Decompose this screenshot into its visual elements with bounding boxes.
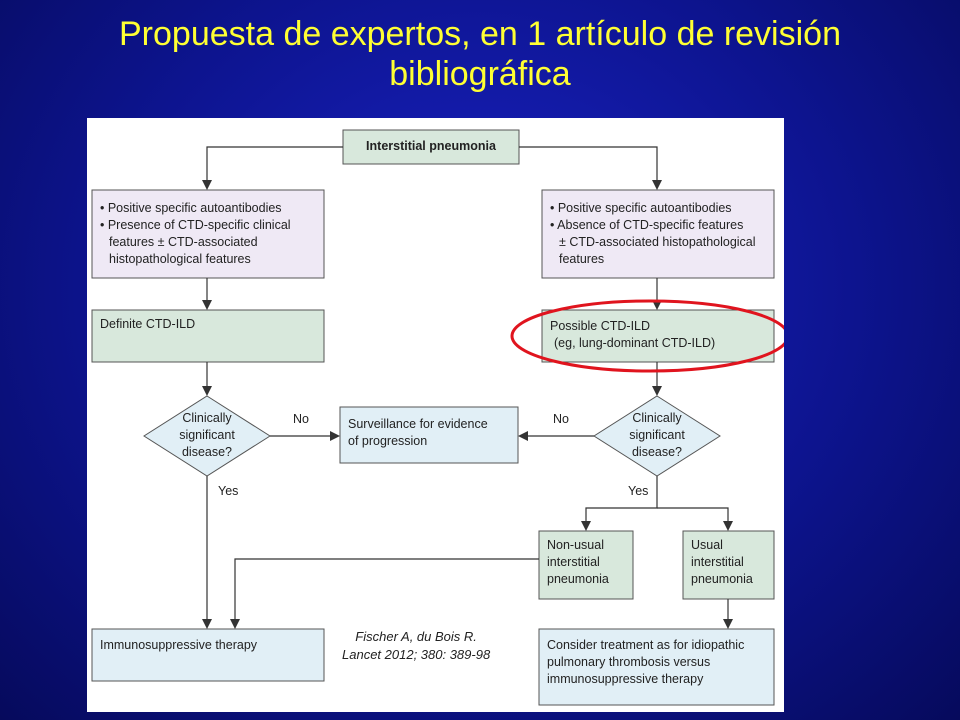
left-criteria-line: histopathological features	[109, 252, 251, 266]
decision-right-label	[607, 410, 707, 461]
decision-left-label	[157, 410, 257, 461]
left-criteria-text	[100, 200, 291, 268]
left-criteria-line: features ± CTD-associated	[109, 235, 258, 249]
right-criteria-line: features	[559, 252, 605, 266]
non-usual-line: Non-usual	[547, 538, 604, 552]
right-criteria-line: ± CTD-associated histopathological	[559, 235, 756, 249]
decision-right-line: disease?	[631, 445, 683, 459]
definite-label: Definite CTD-ILD	[100, 317, 196, 331]
edge-label-no-right: No	[553, 412, 569, 426]
decision-left-line: disease?	[181, 445, 233, 459]
consider-line: immunosuppressive therapy	[547, 672, 704, 686]
citation-line-2: Lancet 2012; 380: 389-98	[342, 647, 491, 662]
left-criteria-line: • Presence of CTD-specific clinical	[100, 218, 291, 232]
flowchart-figure	[87, 118, 784, 712]
slide-title	[0, 14, 960, 94]
root-label: Interstitial pneumonia	[366, 139, 496, 153]
usual-line: pneumonia	[691, 572, 753, 586]
usual-line: interstitial	[691, 555, 744, 569]
consider-line: pulmonary thrombosis versus	[547, 655, 711, 669]
edge-label-no-left: No	[293, 412, 309, 426]
usual-line: Usual	[691, 538, 723, 552]
consider-label	[547, 637, 744, 688]
left-criteria-line: • Positive specific autoantibodies	[100, 201, 282, 215]
right-criteria-text	[550, 200, 756, 268]
immuno-label: Immunosuppressive therapy	[100, 638, 258, 652]
citation	[342, 628, 490, 664]
consider-line: Consider treatment as for idiopathic	[547, 638, 745, 652]
usual-label	[691, 537, 753, 588]
citation-line-1: Fischer A, du Bois R.	[355, 629, 477, 644]
decision-right-line: significant	[629, 428, 685, 442]
possible-line: Possible CTD-ILD	[550, 319, 651, 333]
surveillance-line: of progression	[348, 434, 428, 448]
non-usual-label	[547, 537, 609, 588]
edge-label-yes-left: Yes	[218, 484, 239, 498]
decision-left-line: significant	[179, 428, 235, 442]
non-usual-line: interstitial	[547, 555, 600, 569]
slide-title-line-2: bibliográfica	[389, 55, 571, 93]
connector-root-left	[207, 147, 343, 188]
surveillance-line: Surveillance for evidence	[348, 417, 488, 431]
connector-root-right	[519, 147, 657, 188]
connector-right-yes-usual	[657, 508, 728, 529]
decision-left-line: Clinically	[182, 411, 232, 425]
right-criteria-line: • Positive specific autoantibodies	[550, 201, 732, 215]
edge-label-yes-right: Yes	[628, 484, 649, 498]
non-usual-line: pneumonia	[547, 572, 609, 586]
right-criteria-line: • Absence of CTD-specific features	[550, 218, 744, 232]
decision-right-line: Clinically	[632, 411, 682, 425]
slide-title-line-1: Propuesta de expertos, en 1 artículo de revisión	[119, 15, 841, 53]
surveillance-label	[348, 416, 488, 450]
possible-label	[550, 318, 715, 352]
possible-line: (eg, lung-dominant CTD-ILD)	[554, 336, 716, 350]
connector-non-usual-immuno	[235, 559, 539, 627]
